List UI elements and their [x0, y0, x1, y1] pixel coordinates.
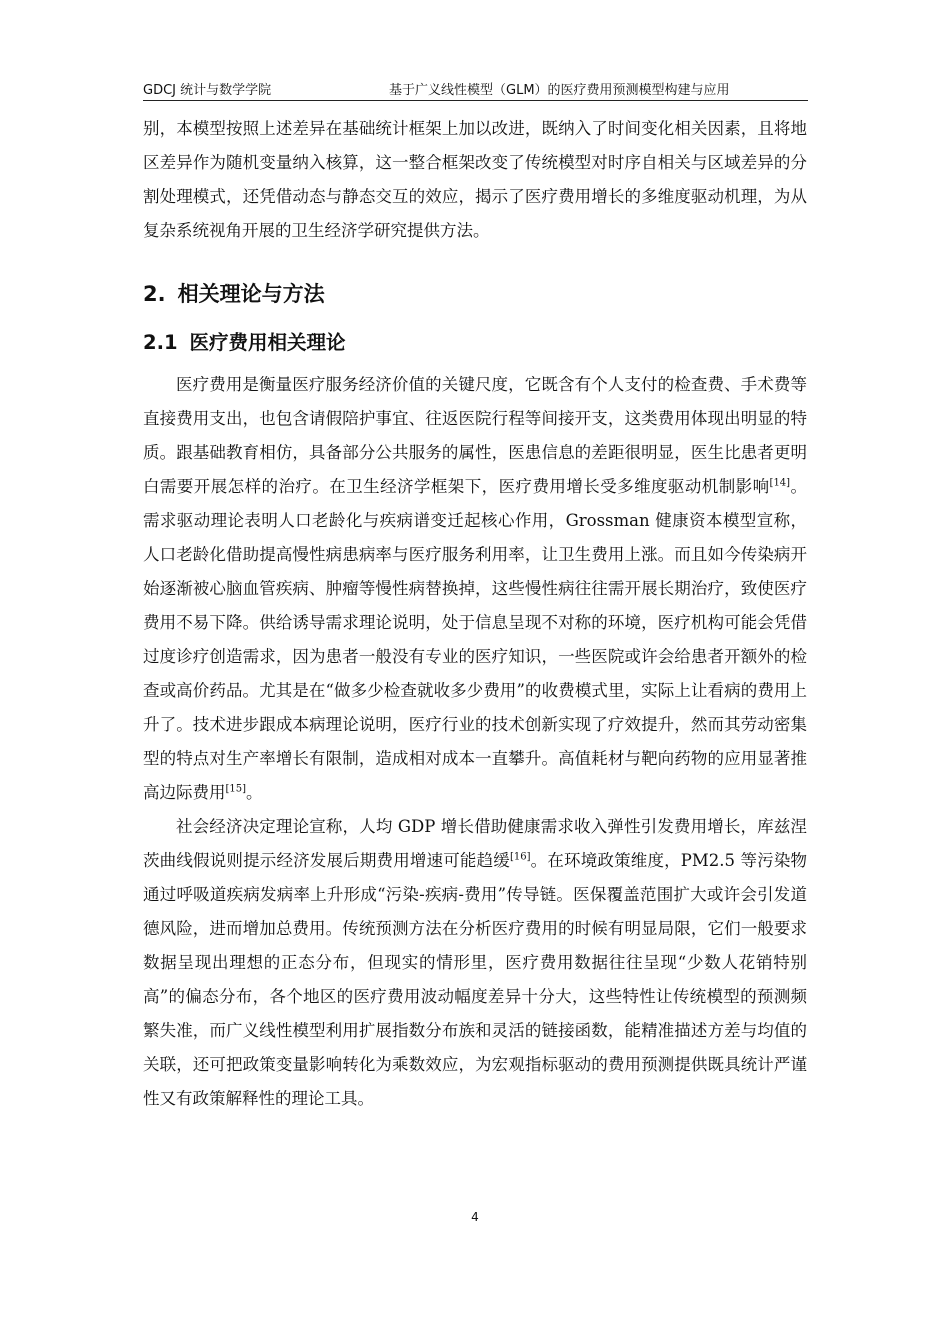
header-institution: GDCJ 统计与数学学院 — [143, 83, 272, 98]
citation-16: [16] — [509, 851, 531, 863]
paragraph2-text-a: 社会经济决定理论宣称，人均 GDP 增长借助健康需求收入弹性引发费用增长，库兹涅茨曲线假说则提示经济发展后期费用增速可能趋缓 — [143, 817, 807, 870]
section-title: 相关理论与方法 — [177, 282, 325, 306]
paragraph1-text-a: 医疗费用是衡量医疗服务经济价值的关键尺度，它既含有个人支付的检查费、手术费等直接费用支出，也包含请假陪护事宜、往返医院行程等间接开支，这类费用体现出明显的特质。跟基础教育相仿，具备部分公共服务的属性，医患信息的差距很明显，医生比患者更明白需要开展怎样的治疗。在卫生经济学框架下，医疗费用增长受多维度驱动机制影响 — [143, 375, 807, 496]
section-heading — [143, 274, 807, 318]
section-number: 2. — [143, 282, 166, 306]
citation-15: [15] — [225, 783, 247, 795]
subsection-number: 2.1 — [143, 331, 178, 354]
paragraph-socioeconomic-theory — [143, 810, 807, 1116]
subsection-title: 医疗费用相关理论 — [189, 331, 346, 354]
page-number: 4 — [471, 1210, 479, 1224]
paragraph1-text-b: 。需求驱动理论表明人口老龄化与疾病谱变迁起核心作用，Grossman 健康资本模型宣称，人口老龄化借助提高慢性病患病率与医疗服务利用率，让卫生费用上涨。而且如今传染病开始逐渐被心脑血管疾病、肿瘤等慢性病替换掉，这些慢性病往往需开展长期治疗，致使医疗费用不易下降。供给诱导需求理论说明，处于信息呈现不对称的环境，医疗机构可能会凭借过度诊疗创造需求，因为患者一般没有专业的医疗知识，一些医院或许会给患者开额外的检查或高价药品。尤其是在“做多少检查就收多少费用”的收费模式里，实际上让看病的费用上升了。技术进步跟成本病理论说明，医疗行业的技术创新实现了疗效提升，然而其劳动密集型的特点对生产率增长有限制，造成相对成本一直攀升。高值耗材与靶向药物的应用显著推高边际费用 — [143, 477, 808, 802]
page-header — [143, 79, 808, 99]
header-divider — [143, 100, 808, 101]
paragraph1-text-c: 。 — [246, 783, 263, 802]
paragraph2-text-b: 。在环境政策维度，PM2.5 等污染物通过呼吸道疾病发病率上升形成“污染-疾病-费用”传导链。医保覆盖范围扩大或许会引发道德风险，进而增加总费用。传统预测方法在分析医疗费用的时候有明显局限，它们一般要求数据呈现出理想的正态分布，但现实的情形里，医疗费用数据往往呈现“少数人花销特别高”的偏态分布，各个地区的医疗费用波动幅度差异十分大，这些特性让传统模型的预测频繁失准，而广义线性模型利用扩展指数分布族和灵活的链接函数，能精准描述方差与均值的关联，还可把政策变量影响转化为乘数效应，为宏观指标驱动的费用预测提供既具统计严谨性又有政策解释性的理论工具。 — [143, 851, 808, 1108]
paragraph-medical-cost-theory — [143, 368, 807, 810]
citation-14: [14] — [769, 477, 791, 489]
header-paper-title: 基于广义线性模型（GLM）的医疗费用预测模型构建与应用 — [389, 83, 730, 98]
intro-paragraph: 别，本模型按照上述差异在基础统计框架上加以改进，既纳入了时间变化相关因素，且将地区差异作为随机变量纳入核算，这一整合框架改变了传统模型对时序自相关与区域差异的分割处理模式，还凭借动态与静态交互的效应，揭示了医疗费用增长的多维度驱动机理，为从复杂系统视角开展的卫生经济学研究提供方法。 — [143, 119, 807, 240]
page-body — [143, 112, 807, 1116]
subsection-heading — [143, 324, 807, 364]
